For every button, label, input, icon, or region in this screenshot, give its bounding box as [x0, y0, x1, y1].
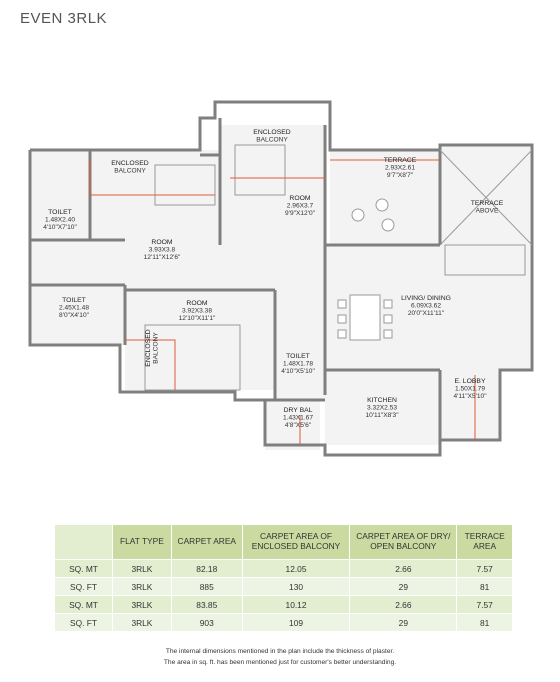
table-cell: 81 [457, 578, 513, 596]
table-cell: 2.66 [350, 596, 457, 614]
table-cell: 82.18 [171, 560, 242, 578]
table-cell: 81 [457, 614, 513, 632]
table-header: FLAT TYPE [113, 525, 172, 560]
table-cell: 903 [171, 614, 242, 632]
table-cell: SQ. MT [55, 560, 113, 578]
table-header: CARPET AREA OF DRY/ OPEN BALCONY [350, 525, 457, 560]
table-row [55, 560, 513, 578]
table-cell: 7.57 [457, 560, 513, 578]
table-row [55, 578, 513, 596]
label-enclosed-balcony-vertical: ENCLOSEDBALCONY [145, 329, 160, 367]
label-kitchen: KITCHEN 3.32X2.53 10'11"X8'3" [365, 397, 399, 420]
table-cell: 12.05 [242, 560, 350, 578]
label-room-top: ROOM 2.96X3.7 9'9"X12'0" [285, 195, 315, 218]
table-cell: SQ. MT [55, 596, 113, 614]
label-dry-bal: DRY BAL 1.43X1.67 4'8"X5'6" [282, 407, 314, 430]
table-cell: 3RLK [113, 560, 172, 578]
table-cell: 130 [242, 578, 350, 596]
table-row [55, 614, 513, 632]
table-cell: 3RLK [113, 578, 172, 596]
table-header [55, 525, 113, 560]
note-plaster: The internal dimensions mentioned in the plan include the thickness of plaster. [165, 648, 395, 655]
label-enclosed-balcony-left: ENCLOSED BALCONY [111, 160, 149, 175]
table-cell: SQ. FT [55, 578, 113, 596]
table-cell: 885 [171, 578, 242, 596]
label-toilet-3: TOILET 1.48X1.78 4'10"X5'10" [281, 353, 315, 376]
table-cell: 109 [242, 614, 350, 632]
label-terrace-above: TERRACE ABOVE [470, 200, 504, 215]
table-header: CARPET AREA OF ENCLOSED BALCONY [242, 525, 350, 560]
label-enclosed-balcony-top: ENCLOSED BALCONY [253, 129, 291, 144]
label-terrace: TERRACE 2.93X2.61 9'7"X8'7" [383, 157, 417, 180]
table-cell: 29 [350, 578, 457, 596]
table-header-row [55, 525, 513, 560]
label-toilet-2: TOILET 2.45X1.48 8'0"X4'10" [58, 297, 90, 320]
table-header: CARPET AREA [171, 525, 242, 560]
table-cell: 83.85 [171, 596, 242, 614]
table-cell: 3RLK [113, 614, 172, 632]
table-cell: 3RLK [113, 596, 172, 614]
label-room-mid: ROOM 3.92X3.38 12'10"X11'1" [178, 300, 216, 323]
label-toilet-1: TOILET 1.48X2.40 4'10"X7'10" [43, 209, 77, 232]
table-row [55, 596, 513, 614]
label-e-lobby: E. LOBBY 1.50X1.79 4'11"X5'10" [453, 378, 487, 401]
table-cell: SQ. FT [55, 614, 113, 632]
note-sqft: The area in sq. ft. has been mentioned just for customer's better understanding. [163, 659, 397, 666]
table-cell: 7.57 [457, 596, 513, 614]
area-table [55, 525, 513, 631]
table-cell: 29 [350, 614, 457, 632]
table-header: TERRACE AREA [457, 525, 513, 560]
table-cell: 2.66 [350, 560, 457, 578]
label-living-dining: LIVING/ DINING 6.09X3.62 20'0"X11'11" [401, 295, 451, 318]
plan-title: EVEN 3RLK [20, 10, 108, 27]
label-room-left: ROOM 3.93X3.8 12'11"X12'6" [143, 239, 181, 262]
table-cell: 10.12 [242, 596, 350, 614]
